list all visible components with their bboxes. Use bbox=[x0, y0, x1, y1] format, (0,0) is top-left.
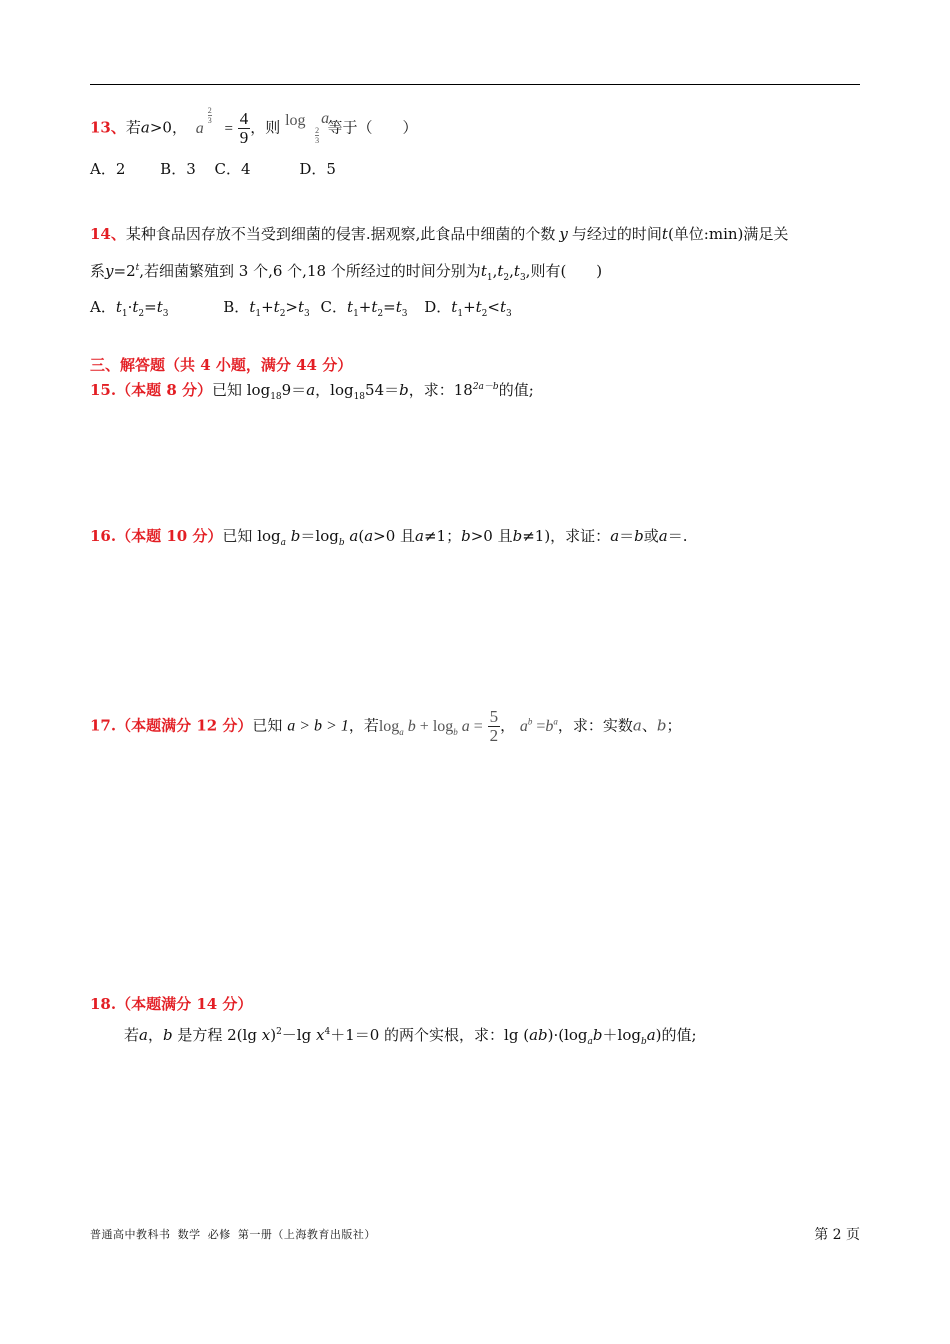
q13-pre: 若 bbox=[125, 118, 141, 137]
q13-post: 等于（ ） bbox=[327, 118, 418, 137]
q14-option-c[interactable]: C．$t_1+t_2=t_3$ bbox=[320, 298, 408, 319]
q13-frac-den: 9 bbox=[239, 128, 249, 147]
q13-var: a bbox=[140, 118, 150, 137]
question-18: 若a，b 是方程 2(lg x)$^2$－lg $x^4+1=0$ 的两个实根，求：$\lg (ab)\cdot(\log_ab+\log_ba)$的值; bbox=[124, 1026, 697, 1047]
q14-text-2a: 系 bbox=[90, 262, 106, 280]
question-number: 17.（本题满分 12 分） bbox=[90, 716, 253, 735]
q13-eq: = bbox=[224, 120, 233, 137]
question-number: 15.（本题 8 分） bbox=[90, 381, 212, 399]
q14-text-2b: ,若细菌繁殖到 3 个,6 个,18 个所经过的时间分别为 bbox=[139, 262, 481, 280]
q13-fraction bbox=[238, 110, 251, 147]
q13-cond: >0， bbox=[149, 118, 187, 137]
section-title: 三、解答题（共 4 小题，满分 44 分） bbox=[90, 356, 353, 374]
q14-option-a[interactable]: A．$t_1\cdot t_2=t_3$ bbox=[90, 298, 169, 319]
question-number: 16.（本题 10 分） bbox=[90, 527, 223, 545]
q17-fraction: $\frac{5}{2}$ bbox=[489, 707, 499, 745]
q14-option-d[interactable]: D．$t_1+t_2<t_3$ bbox=[424, 298, 512, 319]
question-17: 17.（本题满分 12 分）已知 a > b > 1，若$\log_a b + \log_b a$ = $\frac{5}{2}$ ， $a^b =b^a$，求：实数a、b； bbox=[90, 707, 682, 745]
page-number: 第 2 页 bbox=[814, 1227, 860, 1243]
question-18-title: 18.（本题满分 14 分） bbox=[90, 995, 253, 1013]
q13-mid: ，则 bbox=[250, 118, 281, 137]
q13-log-base-den: 3 bbox=[315, 135, 320, 145]
q14-text-2c: ,则有( ) bbox=[525, 262, 603, 280]
question-number: 14、 bbox=[90, 225, 126, 243]
q14-text-1b: 与经过的时间 bbox=[571, 225, 662, 243]
q14-var-t: t bbox=[661, 225, 668, 243]
q15-exponent: 2a－b bbox=[472, 382, 499, 392]
q13-base: a bbox=[195, 119, 204, 137]
q13-option-a[interactable]: A．2 bbox=[90, 160, 126, 178]
q13-options bbox=[90, 158, 336, 180]
question-16: 16.（本题 10 分）已知 $\log_a b=\log_b$ a(a>0 且a≠1；b>0 且b≠1)，求证：a＝b或a＝. bbox=[90, 527, 688, 548]
q13-option-d[interactable]: D．5 bbox=[299, 160, 336, 178]
header-rule bbox=[90, 84, 860, 85]
question-14 bbox=[90, 223, 788, 245]
q14-eq: =2 bbox=[113, 262, 136, 280]
q13-log-arg: a bbox=[321, 109, 330, 127]
q13-option-b[interactable]: B．3 bbox=[160, 160, 196, 178]
q13-log-base bbox=[315, 126, 319, 145]
q13-exp-den: 3 bbox=[207, 115, 212, 125]
q14-option-b[interactable]: B．$t_1+t_2>t_3$ bbox=[223, 298, 310, 319]
q13-exponent bbox=[208, 106, 212, 125]
q13-log-text: log bbox=[285, 111, 306, 129]
q13-exp-num: 2 bbox=[207, 105, 212, 115]
q14-text-1c: (单位:min)满足关 bbox=[667, 225, 789, 243]
q14-exp: t bbox=[135, 263, 140, 273]
footer-source: 普通高中教科书 数学 必修 第一册（上海教育出版社） bbox=[90, 1228, 376, 1241]
q14-options bbox=[90, 296, 512, 318]
q13-power bbox=[195, 105, 212, 140]
q14-text-1: 某种食品因存放不当受到细菌的侵害.据观察,此食品中细菌的个数 bbox=[125, 225, 556, 243]
question-13 bbox=[90, 105, 418, 147]
q13-log-base-num: 2 bbox=[315, 125, 320, 135]
q14-var-y2: y bbox=[105, 262, 114, 280]
q13-frac-num: 4 bbox=[239, 109, 249, 128]
q13-option-c[interactable]: C．4 bbox=[214, 160, 251, 178]
q13-log bbox=[285, 109, 330, 145]
question-14-line-2: 系$y=2^t$,若细菌繁殖到 3 个,6 个,18 个所经过的时间分别为$t_1,t_2,t_3$,则有( ) bbox=[90, 262, 603, 283]
question-15: 15.（本题 8 分）已知 $\log_{18}9=a$，$\log_{18}54=b$，求：$18^{2a-b}$的值; bbox=[90, 381, 534, 402]
question-number: 13、 bbox=[90, 118, 126, 137]
q14-var-y: y bbox=[559, 225, 568, 243]
q17-inequality: a > b > 1 bbox=[287, 717, 349, 735]
